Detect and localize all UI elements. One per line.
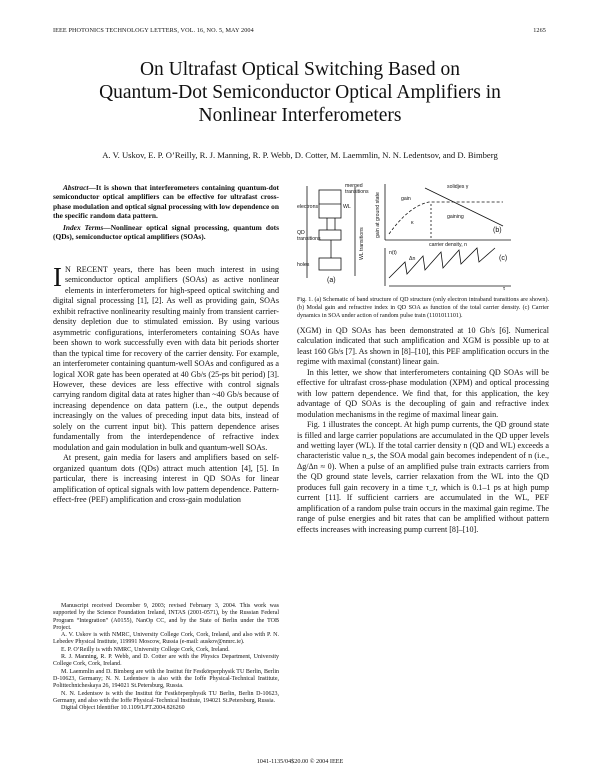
title-line-2: Quantum-Dot Semiconductor Optical Amplifiers in	[99, 82, 501, 103]
footnote-ledentsov: N. N. Ledentsov is with the Institut für Festkörperphysik TU Berlin, Berlin D-10623, Germany, and also with the Ioffe Physical-Technical Institute, 194021 St.Petersburg, Russia.	[53, 690, 279, 704]
right-paragraph-1: In this letter, we show that interferometers containing QD SOAs will be effective for ultrafast cross-phase modulation (XPM) and optical processing with low pattern dependence. We find that, for this application, the key advantage of QD SOAs is the decoupling of gain and refractive index modulation mechanisms in the regime of maximal linear gain.	[297, 367, 549, 419]
intro-paragraph-2: At present, gain media for lasers and amplifiers based on self-organized quantum dots (QDs) attract much attention [4], [5]. In particular, there is increasing interest in QD SOAs for linear amplification of optical signals with low pattern dependence. Pattern-effect-free (PEF) amplification and cross-gain modulation	[53, 453, 279, 504]
figure-1	[297, 178, 553, 292]
figure-caption: Fig. 1. (a) Schematic of band structure of QD structure (only electron intraband transitions are shown). (b) Modal gain and refractive index in QD SOA as function of the total carrier density. (c) Carrier dynamics in SOA under action of random pulse train (1101011101).	[297, 297, 549, 319]
qd-electron-box	[319, 230, 341, 240]
journal-header: IEEE PHOTONICS TECHNOLOGY LETTERS, VOL. 16, NO. 5, MAY 2004	[53, 27, 254, 34]
page-number: 1265	[533, 27, 546, 34]
refractive-index-line	[425, 188, 503, 226]
fig-label-gain-axis: gain at ground state	[375, 192, 381, 238]
index-terms-label: Index Terms—	[63, 223, 111, 233]
qd-hole-box	[319, 258, 341, 270]
fig-label-gaining: gaining	[447, 214, 464, 220]
footnote-manuscript: Manuscript received December 9, 2003; revised February 3, 2004. This work was supported by the Science Foundation Ireland, INTAS (2001-0571), by the Russian Federal Program “Integration” (A0155), NanOp CC, and by the State of Berlin under the TOB Project.	[53, 603, 279, 631]
footnote-laemmlin: M. Laemmlin and D. Bimberg are with the Institut für Festkörperphysik TU Berlin, Berlin D-10623, Germany; N. N. Ledentsov is also with the Ioffe Physical-Technical Institute, Polittechnicheskaya 26, 194021 St.Petersburg, Russia.	[53, 668, 279, 690]
fig-label-b: (b)	[493, 227, 502, 234]
abstract-text: It is shown that interferometers containing quantum-dot semiconductor optical amplifiers can be effective for ultrafast cross-phase modulation and optical signal processing with low dependence on the specific random data pattern.	[53, 183, 279, 220]
fig-label-kappa: κ	[411, 220, 414, 226]
fig-label-carrier: carrier density, n	[429, 242, 467, 248]
title-line-3: Nonlinear Interferometers	[198, 105, 402, 126]
title-line-1: On Ultrafast Optical Switching Based on	[139, 59, 461, 80]
footnote-manning: R. J. Manning, R. P. Webb, and D. Cotter are with the Physics Department, University College Cork, Cork, Ireland.	[53, 654, 279, 668]
copyright-footer: 1041-1135/04$20.00 © 2004 IEEE	[256, 758, 344, 765]
fig-label-transitions: transitions	[345, 189, 369, 195]
fig-label-a: (a)	[327, 277, 336, 284]
right-paragraph-0: (XGM) in QD SOAs has been demonstrated at 10 Gb/s [6]. Numerical calculation indicated that such amplification and XGM is possible up to at least 160 Gb/s [7]. As shown in [8]–[10], this PEF amplification occurs in the regime with maximal (constant) linear gain.	[297, 326, 549, 367]
fig-label-wl-transitions: WL transitions	[359, 227, 365, 260]
drop-cap: I	[53, 262, 62, 292]
intro-lead: N RECENT	[65, 265, 108, 274]
fig-label-qd: QD	[297, 230, 305, 236]
fig-label-solidjes: solidjes γ	[447, 184, 469, 190]
fig-label-merged: merged	[345, 183, 363, 189]
paper-title	[0, 58, 600, 127]
carrier-density-trace	[389, 248, 495, 278]
footnote-uskov: A. V. Uskov is with NMRC, University College Cork, Cork, Ireland, and also with P. N. Lebedev Physical Institute, 119991 Moscow, Russia (e-mail: auskov@nmrc.ie).	[53, 632, 279, 646]
fig-label-dn: Δn	[409, 256, 416, 262]
fig-label-holes: holes	[297, 262, 310, 268]
author-list: A. V. Uskov, E. P. O’Reilly, R. J. Manning, R. P. Webb, D. Cotter, M. Laemmlin, N. N. Ledentsov, and D. Bimberg	[102, 150, 498, 160]
abstract	[53, 183, 279, 245]
fig-label-transitions-2: transitions	[297, 236, 321, 242]
footnote-doi: Digital Object Identifier 10.1109/LPT.2004.826260	[61, 705, 185, 712]
index-terms-text: Nonlinear optical signal processing, quantum dots (QDs), semiconductor optical amplifiers (SOAs).	[53, 223, 279, 242]
fig-label-wl: WL	[343, 204, 351, 210]
fig-label-nt: n(t)	[389, 250, 397, 256]
left-column-body	[53, 262, 279, 505]
footnote-oreilly: E. P. O’Reilly is with NMRC, University College Cork, Cork, Ireland.	[61, 646, 230, 653]
fig-label-c: (c)	[499, 255, 508, 262]
fig-label-gain: gain	[401, 196, 411, 202]
abstract-label: Abstract—	[63, 183, 96, 192]
right-column-body	[297, 326, 549, 535]
intro-paragraph-1: years, there has been much interest in using semiconductor optical amplifiers (SOAs) as active nonlinear elements in interferometers for high-speed optical switching and digital signal processing [1], [2]. As well as providing gain, SOAs exhibit refractive nonlinearity resulting mainly from transient carrier-density depletion due to stimulated emission. By using various asymmetric configurations, interferometers containing SOAs have been shown to work successfully even with data bit periods shorter than the typical time for recovery of the carrier density. For example, an interferometer containing quantum-well SOAs and configured as a logical XOR gate has been operated at 40 Gb/s (25-ps bit period) [3]. However, these devices are less effective with control signals carrying random digital data at rates higher than ~40 Gb/s because of increasing dependence on data pattern (i.e., the output depends increasingly on the values of preceding input data bits, instead of solely on the current input bit). This pattern dependence arises fundamentally from the interdependence of refractive index modulation and gain modulation in bulk and quantum-well SOAs.	[53, 265, 279, 452]
fig-label-tau: τ	[503, 286, 506, 292]
footnotes	[53, 603, 279, 712]
right-paragraph-2: Fig. 1 illustrates the concept. At high pump currents, the QD ground state is filled and large carrier populations are accumulated in the QD upper levels and wetting layer (WL). If the total carrier density n (QD and WL) exceeds a characteristic value n_s, the SOA modal gain becomes independent of n (i.e., Δg/Δn ≈ 0). When a pulse of an amplified pulse train extracts carriers from the QD ground state levels, carrier relaxation from the WL into the QD produces full gain recovery in a time τ_r, which is 0.1–1 ps at high pump current [11]. If sufficient carriers are accumulated in the WL, PEF amplification of a random pulse train occurs in the maximal gain regime. The range of pulse energies and bit rates that can be amplified without pattern effects increases with increasing pump current [8]–[10].	[297, 420, 549, 534]
fig-label-electrons: electrons	[297, 204, 319, 210]
